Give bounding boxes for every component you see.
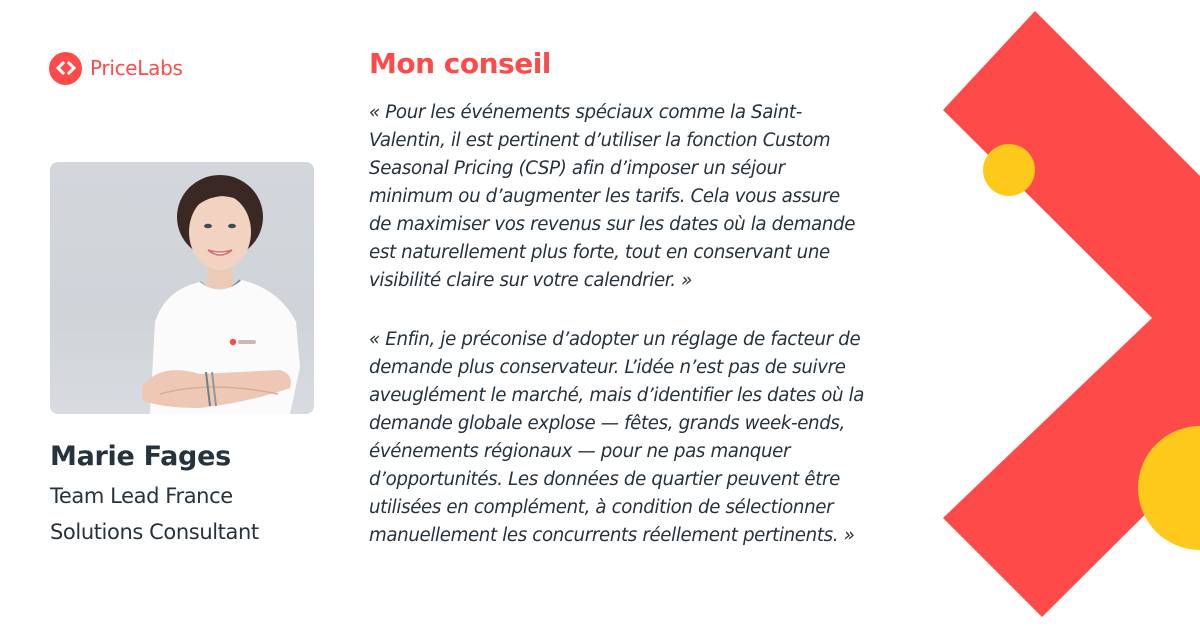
person-role-subtitle: Solutions Consultant — [50, 520, 259, 544]
quote-line: minimum ou d’augmenter les tarifs. Cela vous assure — [369, 186, 840, 207]
quote-line: « Pour les événements spéciaux comme la Saint- — [369, 102, 802, 123]
quote-line: « Enfin, je préconise d’adopter un réglage de facteur de — [369, 329, 861, 350]
quote-line: de maximiser vos revenus sur les dates où la demande — [369, 214, 856, 235]
quote-line: événements régionaux — pour ne pas manquer — [369, 441, 791, 462]
quote-paragraph-1 — [369, 99, 939, 295]
quote-line: est naturellement plus forte, tout en conservant une — [369, 242, 830, 263]
quote-line: d’opportunités. Les données de quartier peuvent être — [369, 469, 840, 490]
quote-line: visibilité claire sur votre calendrier. » — [369, 270, 693, 291]
quote-line: Seasonal Pricing (CSP) afin d’imposer un séjour — [369, 158, 785, 179]
pricelabs-logo — [49, 51, 183, 85]
person-role-title: Team Lead France — [50, 484, 233, 508]
brand-name: PriceLabs — [90, 56, 183, 80]
person-name: Marie Fages — [50, 441, 231, 472]
large-yellow-circle — [1138, 426, 1200, 550]
quote-line: Valentin, il est pertinent d’utiliser la fonction Custom — [369, 130, 831, 151]
quote-line: utilisées en complément, à condition de sélectionner — [369, 497, 834, 518]
code-brackets-icon — [49, 52, 82, 85]
profile-photo — [50, 162, 314, 414]
quote-line: demande plus conservateur. L’idée n’est pas de suivre — [369, 357, 846, 378]
quote-line: manuellement les concurrents réellement pertinents. » — [369, 525, 855, 546]
quote-line: demande globale explose — fêtes, grands week-ends, — [369, 413, 845, 434]
quote-paragraph-2 — [369, 326, 939, 550]
section-heading: Mon conseil — [369, 47, 551, 80]
quote-line: aveuglément le marché, mais d’identifier les dates où la — [369, 385, 865, 406]
small-yellow-circle — [983, 144, 1035, 196]
portrait-illustration — [50, 162, 314, 414]
red-chevron-shape — [943, 11, 1200, 617]
